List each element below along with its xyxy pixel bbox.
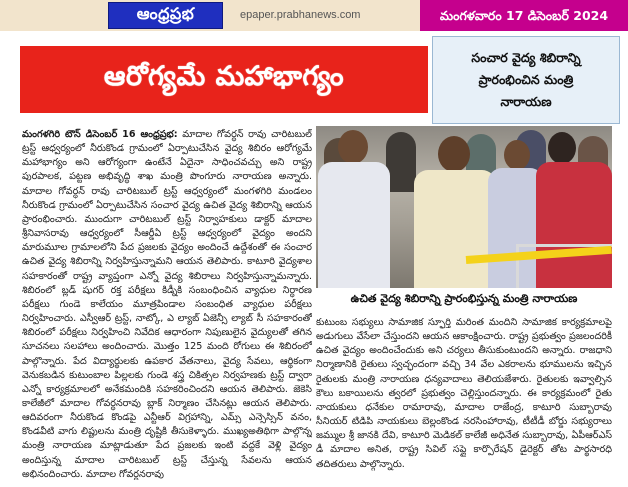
masthead [0,0,628,31]
article-column-right [316,316,612,480]
headline-banner: ఆరోగ్యమే మహాభాగ్యం [20,46,428,113]
edition-date: మంగళవారం 17 డిసెంబర్ 2024 [420,0,628,31]
article-body-right: కుటుంబ సభ్యులు సామాజిక స్ఫూర్తి మరింత మందిని సామాజిక కార్యక్రమాలపై అడుగులు వేసేలా చేస్తుందని ఆయన ఆకాంక్షించారు. రాష్ట్ర ప్రభుత్వం ప్రజలందరికీ ఉచిత వైద్యం అందించేందుకు అని చర్యలు తీసుకుంటుందని అన్నారు. రాజధాని నిర్మాణానికి రైతులు స్వచ్ఛందంగా వచ్చి 34 వేల ఎకరాలను భూములను ఇచ్చిన రైతులకు మంత్రి నారాయణ ధన్యవాదాలు తెలియజేశారు. రైతులకు ఇవ్వాల్సిన కౌలు బకాయిలను త్వరలో ప్రభుత్వం చెల్లిస్తుందన్నారు. ఈ కార్యక్రమంలో రైతు నాయకులు ధనేకుల రామారావు, మాదాల రాజేంద్ర, కాటూరి సుబ్బారావు సీనియర్ టిడిపి నాయకులు బెల్లంకొండ నరసింహారావు, టీటీడీ బోర్డు సభ్యురాలు జమ్ముల శ్రీ జానకి దేవి, కాటూరి మెడికల్ కాలేజీ అధినేత సుబ్బారావు, ఏపీఆర్ఎస్ డీ మాదాల అనిత, రాష్ట్ర సివిల్ సప్లై కార్పొరేషన్ డైరెక్టర్ తోట పార్థసారధి తదితరులు పాల్గొన్నారు. [316,317,612,470]
photo-caption: ఉచిత వైద్య శిబిరాన్ని ప్రారంభిస్తున్న మంత్రి నారాయణ [316,288,612,310]
subheadline-line-2: ప్రారంభించిన మంత్రి [478,72,574,87]
news-photo[interactable] [316,126,612,288]
article-column-left [22,128,312,480]
crowd-figure [386,132,416,192]
newspaper-logo-text: ఆంధ్రప్రభ [136,4,195,23]
newspaper-logo[interactable] [108,2,223,29]
subheadline-box [432,36,620,124]
article-body-left: మాదాల గోవర్ధన్ రావు చారిటబుల్ ట్రస్ట్ ఆధ్వర్యంలో నీరుకొండ గ్రామంలో ఏర్పాటుచేసిన వైద్య శిబిరం ఆరోగ్యమే మహాభాగ్యం అని ఆరోగ్యంగా ఉంటేనే ఏదైనా సాధించవచ్చు అని రాష్ట్ర పురపాలక, పట్టణ అభివృద్ధి శాఖ మంత్రి పొంగూరు నారాయణ అన్నారు. మాదాల గోవర్ధన్ రావు చారిటబుల్ ట్రస్ట్ ఆధ్వర్యంలో మంగళగిరి మండలం నీరుకొండ గ్రామంలో ఏర్పాటుచేసిన సంచార వైద్య ఉచిత వైద్య శిబిరాన్ని ఆయన ప్రారంభించారు. ముందుగా చారిటబుల్ ట్రస్ట్ నిర్వాహకులు డాక్టర్ మాదాల శ్రీనివాసరావు ఆధ్వర్యంలో సీఆర్డీఏ ట్రస్ట్ ఆధ్వర్యంలో వైద్యం అందని మారుమూల గ్రామాలలోని పేద ప్రజలకు వైద్యం అందించే ఉద్దేశంతో ఈ సంచార ఉచిత వైద్య శిబిరాన్ని నిర్వహిస్తున్నామని ఆయన తెలిపారు. కాటూరి వైద్యశాల సహకారంతో రాష్ట్ర వ్యాప్తంగా ఎన్నో వైద్య శిబిరాలు నిర్వహిస్తున్నామన్నారు. శిబిరంలో బ్లడ్ షుగర్ రక్త పరీక్షలు కిడ్నీకి సంబంధించిన వ్యాధుల నిర్ధారణ పరీక్షలు గుండె కాలేయం మూత్రపిండాల సంబంధిత వ్యాధుల పరీక్షలు నిర్వహించారు. ఎస్వీఆర్ ట్రస్ట్, నాట్కో, ఎ ల్యాబ్ ఏజెన్సీ ల్యాబ్ సీ సహకారంతో శిబిరంలో పరీక్షలు నిర్వహించి నివేదిక ఆధారంగా నిపుణులైన వైద్యులతో తగిన సూచనలు సలహాలు అందించారు. మొత్తం 125 మంది రోగులు ఈ శిబిరంలో పాల్గొన్నారు. పేద విద్యార్థులకు ఉపకార వేతనాలు, వైద్య సేవలు, ఆర్థికంగా వెనుకబడిన కుటుంబాల పిల్లలకు గుండె శస్త్ర చికిత్సల నిర్వహణకు ట్రస్ట్ ద్వారా ఎన్నో కార్యక్రమాలలో అనేకమందికి సహకరించిందని ఆయన తెలిపారు. జెకెసి కాలేజీలో మాదాల గోవర్ధనరావు బ్లాక్ నిర్మాణం చేసినట్లు ఆయన తెలిపారు. ఆదివరంగా నీరుకొండ కొండపై ఎన్టీఆర్ విగ్రహాన్ని, ఎమ్స్ ఎన్సెస్సిన్ వనం, కొండవీటి వాగు లిప్టులను మంత్రి దృష్టికి తీసుకెళ్ళారు. ముఖ్యఅతిథిగా పాల్గొన్న మంత్రి నారాయణ మాట్లాడుతూ పేద ప్రజలకు ఇంటి వద్దకే వెళ్లి వైద్యం అందిస్తున్న మాదాల చారిటబుల్ ట్రస్ట్ చేస్తున్న సేవలను ఆయన అభినందించారు. మాదాల గోవర్ధనరావు [22,129,312,480]
subheadline-line-3: నారాయణ [500,94,552,109]
article-dateline: మంగళగిరి టౌన్ డిసెంబర్ 16 ఆంధ్రప్రభ: [22,129,178,140]
subheadline-line-1: సంచార వైద్య శిబిరాన్ని [471,50,581,65]
epaper-url[interactable]: epaper.prabhanews.com [240,9,361,21]
